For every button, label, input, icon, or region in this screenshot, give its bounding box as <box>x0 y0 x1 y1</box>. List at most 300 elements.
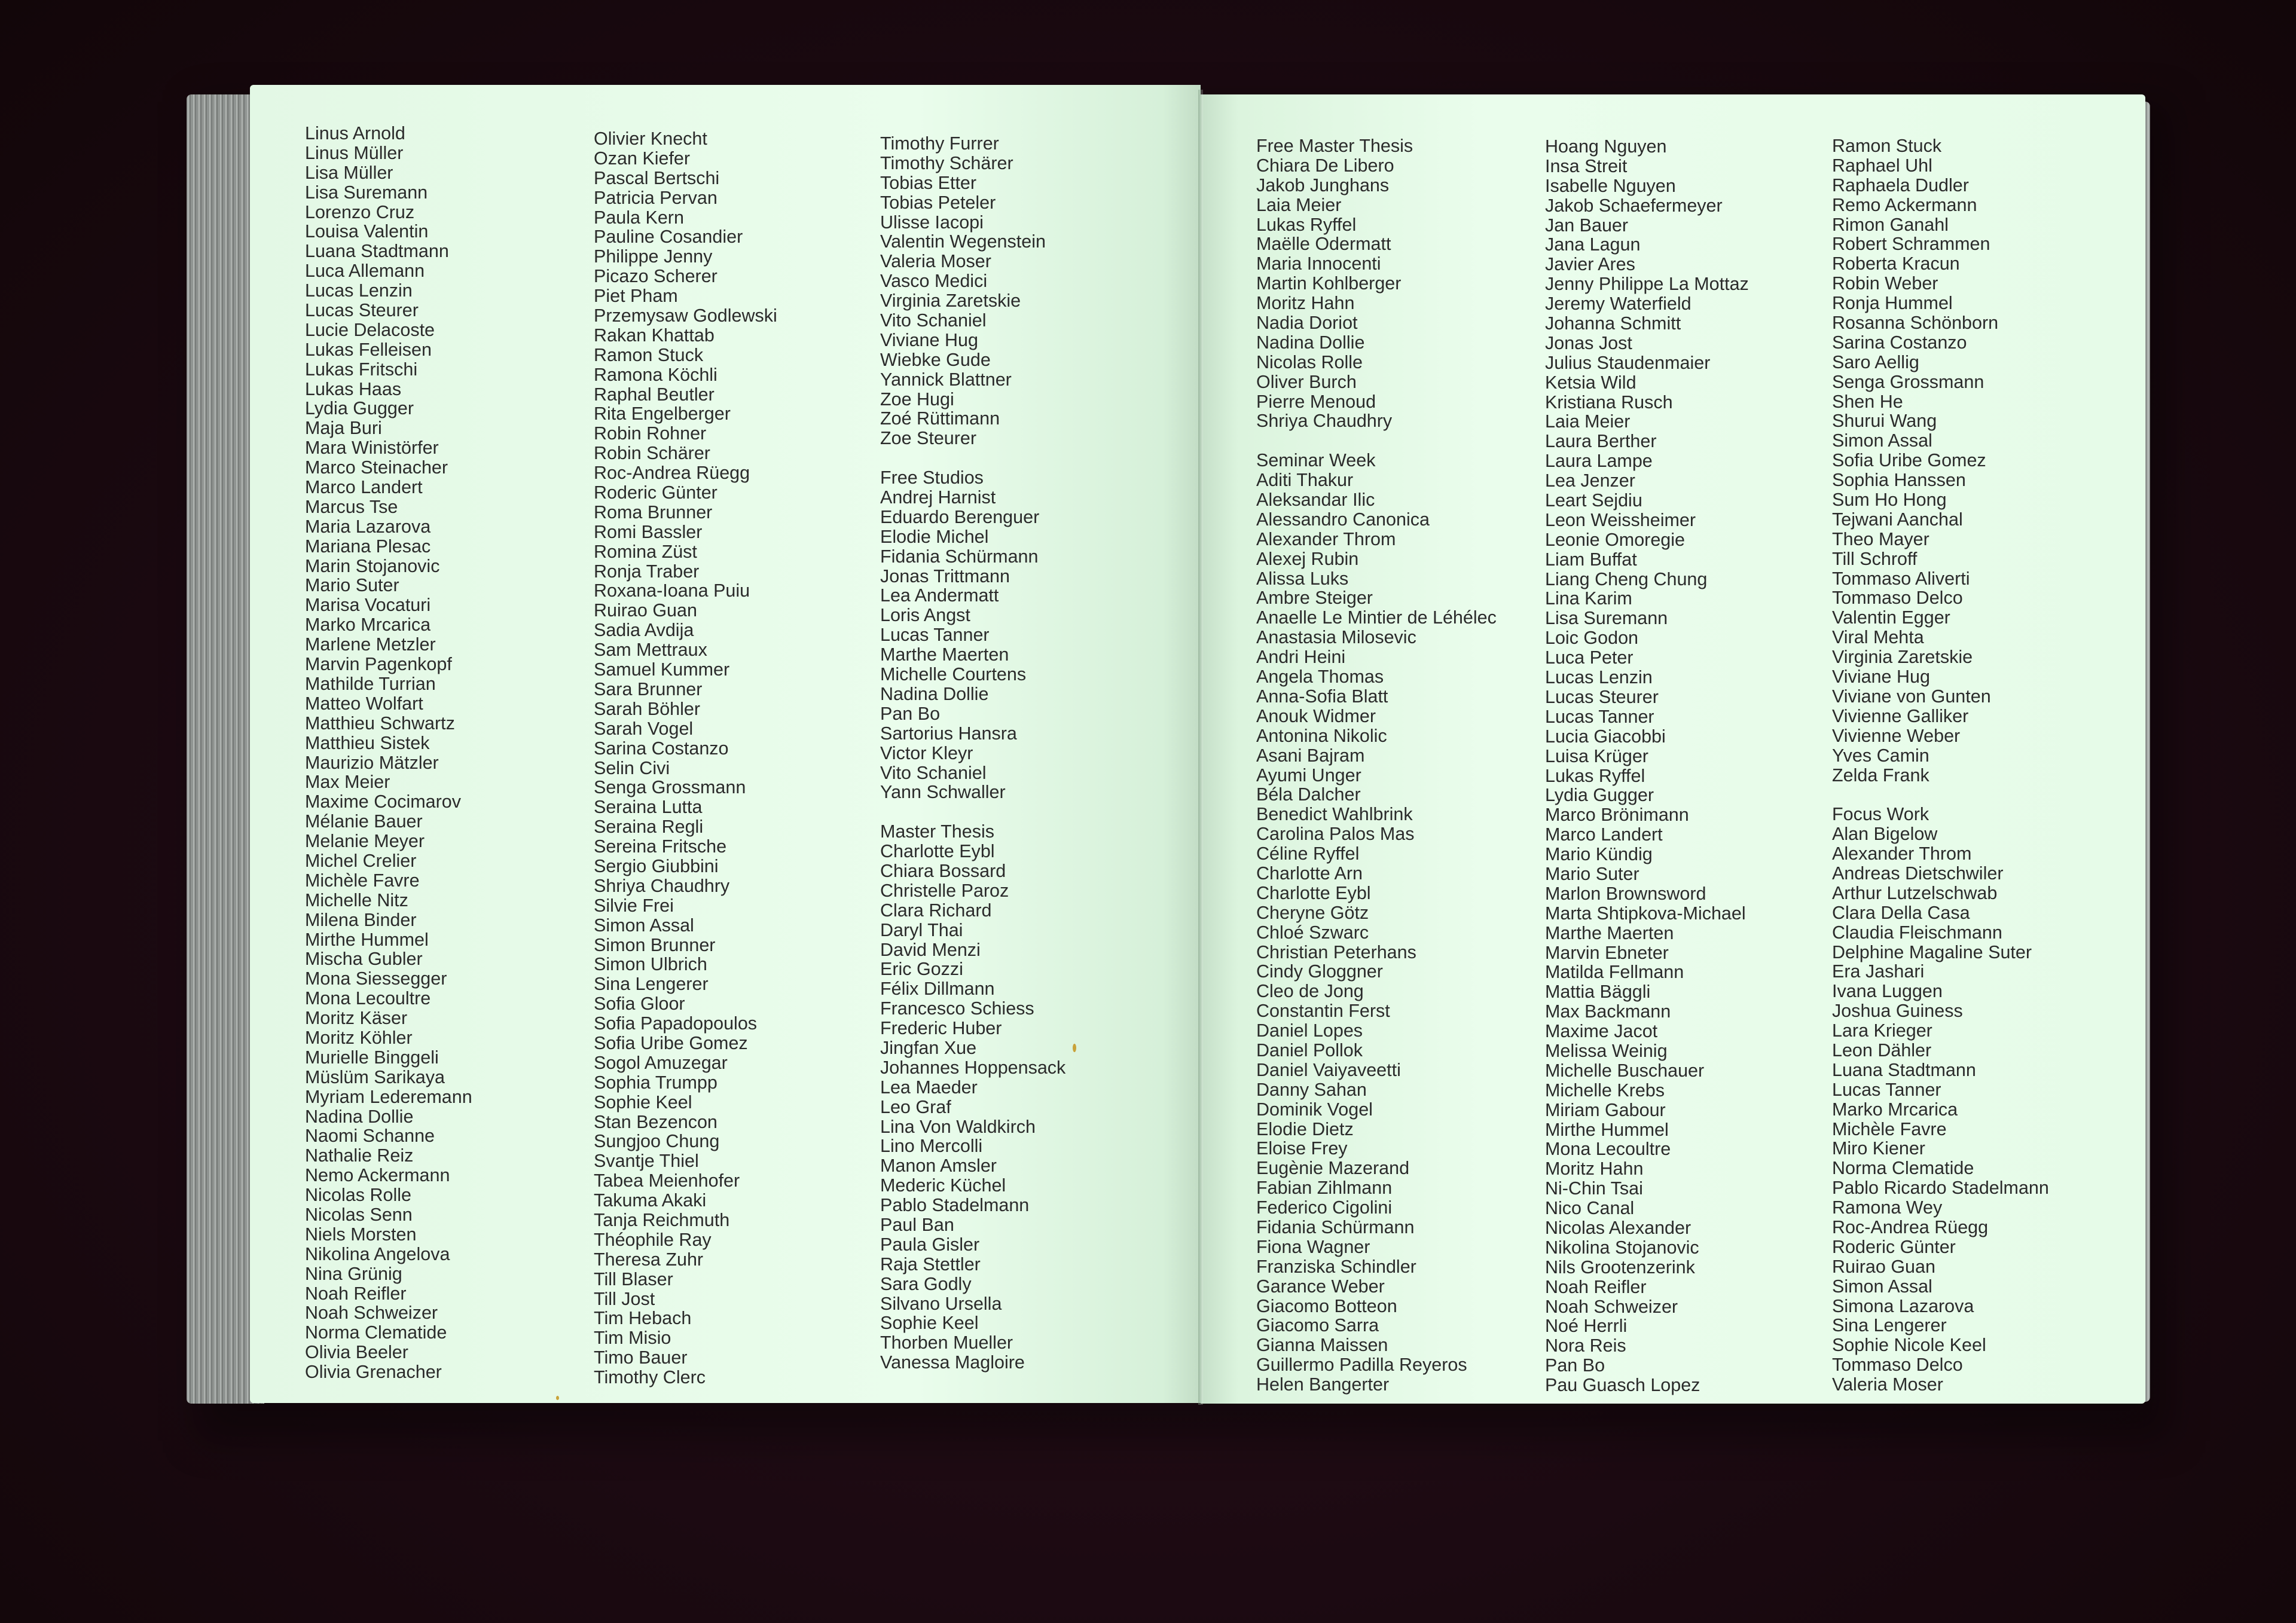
name-entry: Lukas Felleisen <box>305 339 432 360</box>
name-entry: Loris Angst <box>880 605 970 626</box>
name-entry: Maria Innocenti <box>1256 253 1381 274</box>
name-entry: Louisa Valentin <box>305 221 429 242</box>
name-entry: Lucas Steurer <box>1545 686 1659 707</box>
name-entry: Wiebke Gude <box>880 349 991 370</box>
name-entry: Jakob Schaefermeyer <box>1545 195 1723 216</box>
name-entry: Selin Civi <box>594 757 670 778</box>
name-entry: Maurizio Mätzler <box>305 752 439 773</box>
name-entry: Jakob Junghans <box>1256 175 1390 195</box>
section-heading: Focus Work <box>1832 804 1929 825</box>
name-entry: Robin Schärer <box>594 443 710 464</box>
paper-speck <box>556 1396 559 1400</box>
name-entry: Nemo Ackermann <box>305 1165 450 1186</box>
name-entry: Daniel Vaiyaveetti <box>1256 1059 1401 1080</box>
name-entry: Fidania Schürmann <box>880 546 1039 567</box>
name-entry: Vivienne Galliker <box>1832 705 1969 726</box>
name-entry: Rosanna Schönborn <box>1832 313 1999 334</box>
name-entry: Mona Siessegger <box>305 968 447 989</box>
name-entry: Marco Brönimann <box>1545 805 1689 826</box>
name-entry: Jingfan Xue <box>880 1037 977 1058</box>
name-entry: Lucie Delacoste <box>305 319 435 340</box>
name-entry: Paula Gisler <box>880 1234 980 1255</box>
name-entry: Charlotte Arn <box>1256 863 1363 884</box>
name-entry: Jeremy Waterfield <box>1545 294 1692 314</box>
name-entry: Lucas Lenzin <box>305 280 413 301</box>
name-entry: Andrej Harnist <box>880 487 996 508</box>
name-entry: Sadia Avdija <box>594 620 694 641</box>
name-entry: Chiara De Libero <box>1256 155 1394 176</box>
name-entry: Luana Stadtmann <box>305 241 449 262</box>
name-entry: Laura Lampe <box>1545 451 1653 472</box>
name-entry: Lara Krieger <box>1832 1020 1932 1041</box>
name-entry: Roma Brunner <box>594 502 713 522</box>
name-entry: Simona Lazarova <box>1832 1295 1974 1316</box>
name-entry: Daryl Thai <box>880 919 963 940</box>
name-entry: Guillermo Padilla Reyeros <box>1256 1355 1467 1376</box>
name-entry: Yves Camin <box>1832 745 1929 766</box>
name-entry: Michel Crelier <box>305 850 417 871</box>
name-entry: Federico Cigolini <box>1256 1197 1393 1218</box>
name-entry: Paul Ban <box>880 1214 954 1235</box>
name-entry: Mario Suter <box>1545 863 1639 884</box>
name-entry: Jan Bauer <box>1545 215 1629 236</box>
name-entry: Félix Dillmann <box>880 979 995 1000</box>
name-entry: Valeria Moser <box>880 251 991 272</box>
name-entry: Senga Grossmann <box>594 777 746 798</box>
name-entry: Marco Landert <box>305 477 423 498</box>
name-entry: Joshua Guiness <box>1832 1001 1963 1022</box>
name-entry: Nikolina Angelova <box>305 1243 450 1264</box>
name-entry: Linus Müller <box>305 142 404 163</box>
name-entry: Nadina Dollie <box>305 1106 414 1127</box>
name-entry: Vito Schaniel <box>880 762 987 783</box>
name-column-3 <box>880 134 1065 1373</box>
name-entry: Roderic Günter <box>1832 1236 1956 1257</box>
name-entry: Michèle Favre <box>305 870 420 891</box>
name-entry: Céline Ryffel <box>1256 843 1360 864</box>
name-entry: Tobias Peteler <box>880 192 996 213</box>
name-entry: Leonie Omoregie <box>1545 529 1685 550</box>
name-entry: Murielle Binggeli <box>305 1047 439 1068</box>
name-entry: Pauline Cosandier <box>594 227 743 247</box>
name-entry: Myriam Lederemann <box>305 1086 472 1107</box>
name-entry: Garance Weber <box>1256 1276 1385 1297</box>
name-entry: Patricia Pervan <box>594 187 718 208</box>
name-entry: Ramona Köchli <box>594 364 718 385</box>
name-entry: Jana Lagun <box>1545 234 1641 255</box>
name-entry: Mario Kündig <box>1545 844 1653 865</box>
name-entry: Noah Schweizer <box>305 1303 438 1324</box>
name-entry: Maria Lazarova <box>305 516 431 537</box>
name-entry: Matthieu Schwartz <box>305 713 455 733</box>
name-entry: Nicolas Senn <box>305 1204 413 1225</box>
name-entry: Béla Dalcher <box>1256 784 1361 805</box>
name-entry: Moritz Hahn <box>1256 293 1355 314</box>
name-entry: Sarah Vogel <box>594 718 694 739</box>
name-entry: Ketsia Wild <box>1545 372 1636 393</box>
name-entry: Pablo Ricardo Stadelmann <box>1832 1178 2049 1199</box>
name-entry: Alan Bigelow <box>1832 824 1938 845</box>
name-entry: Nils Grootenzerink <box>1545 1257 1695 1277</box>
name-entry: Pablo Stadelmann <box>880 1195 1030 1216</box>
name-entry: Mona Lecoultre <box>305 988 431 1009</box>
name-entry: Ulisse Iacopi <box>880 212 984 233</box>
name-entry: Fidania Schürmann <box>1256 1217 1415 1237</box>
name-entry: Melissa Weinig <box>1545 1040 1668 1061</box>
name-entry: Lydia Gugger <box>305 398 414 419</box>
name-entry: Ambre Steiger <box>1256 588 1373 609</box>
name-entry: Senga Grossmann <box>1832 371 1984 392</box>
name-entry: Christelle Paroz <box>880 880 1009 901</box>
name-entry: Liang Cheng Chung <box>1545 568 1708 589</box>
name-entry: Lukas Ryffel <box>1545 765 1645 786</box>
name-entry: Frederic Huber <box>880 1018 1002 1039</box>
name-entry: Leon Dähler <box>1832 1040 1932 1060</box>
name-entry: Simon Assal <box>594 915 694 936</box>
name-entry: Theo Mayer <box>1832 528 1929 549</box>
name-entry: Simon Ulbrich <box>594 954 707 975</box>
name-entry: Antonina Nikolic <box>1256 725 1387 746</box>
name-entry: Jonas Jost <box>1545 332 1632 353</box>
name-entry: Mirthe Hummel <box>1545 1119 1669 1140</box>
name-entry: Helen Bangerter <box>1256 1374 1390 1395</box>
name-entry: Svantje Thiel <box>594 1151 699 1172</box>
name-entry: Lucia Giacobbi <box>1545 726 1666 747</box>
name-entry: Anna-Sofia Blatt <box>1256 686 1388 707</box>
name-entry: Clara Della Casa <box>1832 902 1970 923</box>
name-entry: Timothy Schärer <box>880 152 1013 173</box>
name-entry: Tejwani Aanchal <box>1832 509 1963 530</box>
name-entry: Lukas Ryffel <box>1256 214 1357 235</box>
name-entry: Leon Weissheimer <box>1545 509 1696 530</box>
name-entry: Cindy Gloggner <box>1256 961 1383 982</box>
name-entry: Sergio Giubbini <box>594 855 719 876</box>
section-gap <box>880 448 1065 468</box>
name-entry: Norma Clematide <box>305 1322 447 1343</box>
name-entry: Vito Schaniel <box>880 310 987 331</box>
name-entry: Luisa Krüger <box>1545 745 1648 766</box>
name-entry: Samuel Kummer <box>594 659 730 680</box>
name-entry: Sam Mettraux <box>594 640 707 661</box>
name-entry: Ni-Chin Tsai <box>1545 1178 1643 1199</box>
name-entry: Linus Arnold <box>305 123 405 143</box>
name-entry: Marthe Maerten <box>1545 922 1674 943</box>
name-entry: Leart Sejdiu <box>1545 490 1642 511</box>
name-entry: Thorben Mueller <box>880 1332 1013 1353</box>
name-entry: Shurui Wang <box>1832 411 1937 432</box>
name-entry: Ruirao Guan <box>1832 1256 1935 1277</box>
name-entry: Martin Kohlberger <box>1256 273 1402 294</box>
name-entry: Sarina Costanzo <box>594 738 729 759</box>
name-entry: Roberta Kracun <box>1832 253 1960 274</box>
name-entry: Tim Hebach <box>594 1308 692 1329</box>
name-entry: Nico Canal <box>1545 1198 1635 1219</box>
name-entry: Javier Ares <box>1545 254 1635 275</box>
name-entry: Maja Buri <box>305 418 382 439</box>
name-entry: Nathalie Reiz <box>305 1145 414 1166</box>
name-entry: Giacomo Botteon <box>1256 1295 1397 1316</box>
name-entry: Roderic Günter <box>594 482 718 503</box>
name-entry: Noah Reifler <box>305 1283 407 1304</box>
name-entry: Pan Bo <box>1545 1355 1605 1376</box>
name-entry: Paula Kern <box>594 207 684 228</box>
name-entry: Claudia Fleischmann <box>1832 922 2002 943</box>
name-entry: Sina Lengerer <box>1832 1315 1947 1336</box>
name-entry: Ramon Stuck <box>1832 136 1942 156</box>
name-entry: Alissa Luks <box>1256 568 1349 589</box>
name-entry: Viviane von Gunten <box>1832 686 1991 707</box>
name-entry: Ronja Hummel <box>1832 293 1953 314</box>
name-entry: Julius Staudenmaier <box>1545 352 1711 373</box>
name-entry: Timothy Clerc <box>594 1367 706 1388</box>
name-entry: Sartorius Hansra <box>880 723 1017 744</box>
name-entry: Sofia Gloor <box>594 994 685 1014</box>
name-entry: Fabian Zihlmann <box>1256 1178 1393 1199</box>
name-entry: Mariana Plesac <box>305 536 431 557</box>
name-column-1 <box>305 124 472 1382</box>
name-entry: Marco Steinacher <box>305 457 448 478</box>
name-entry: Alexander Throm <box>1832 843 1972 864</box>
name-entry: Ronja Traber <box>594 561 700 582</box>
name-entry: Moritz Köhler <box>305 1027 413 1048</box>
name-entry: Ayumi Unger <box>1256 765 1361 785</box>
name-entry: Shriya Chaudhry <box>1256 411 1393 432</box>
name-entry: Valeria Moser <box>1832 1374 1943 1395</box>
name-entry: Olivia Grenacher <box>305 1362 442 1383</box>
name-entry: Raphael Uhl <box>1832 155 1932 176</box>
section-heading: Free Master Thesis <box>1256 136 1413 156</box>
paper-speck <box>1073 1044 1076 1052</box>
name-entry: Roc-Andrea Rüegg <box>1832 1217 1989 1237</box>
name-entry: Mischa Gubler <box>305 949 423 970</box>
name-entry: Lorenzo Cruz <box>305 201 415 222</box>
name-entry: Aleksandar Ilic <box>1256 490 1375 511</box>
name-entry: Michelle Buschauer <box>1545 1060 1705 1081</box>
name-entry: Niels Morsten <box>305 1224 417 1245</box>
name-entry: Lukas Haas <box>305 378 402 399</box>
name-entry: Pascal Bertschi <box>594 167 720 188</box>
section-heading: Master Thesis <box>880 821 994 842</box>
name-entry: Jenny Philippe La Mottaz <box>1545 274 1749 295</box>
name-entry: Marvin Pagenkopf <box>305 654 452 675</box>
name-entry: Raphaela Dudler <box>1832 175 1969 195</box>
name-entry: Lucas Tanner <box>1545 706 1654 727</box>
name-entry: Picazo Scherer <box>594 266 718 287</box>
name-entry: Maxime Jacot <box>1545 1021 1658 1042</box>
name-entry: Yannick Blattner <box>880 369 1012 390</box>
name-entry: Alessandro Canonica <box>1256 509 1430 530</box>
name-entry: Elodie Dietz <box>1256 1118 1354 1139</box>
name-entry: Pau Guasch Lopez <box>1545 1375 1700 1396</box>
name-entry: Roxana-Ioana Puiu <box>594 580 750 601</box>
name-entry: Nikolina Stojanovic <box>1545 1237 1699 1258</box>
name-entry: Liam Buffat <box>1545 549 1637 570</box>
name-entry: Rakan Khattab <box>594 325 715 346</box>
name-entry: Mattia Bäggli <box>1545 982 1651 1002</box>
name-entry: Miriam Gabour <box>1545 1099 1666 1120</box>
name-entry: Benedict Wahlbrink <box>1256 804 1413 825</box>
name-entry: Lisa Müller <box>305 162 393 183</box>
name-entry: Alexej Rubin <box>1256 548 1359 569</box>
name-entry: Ruirao Guan <box>594 600 697 621</box>
name-entry: Delphine Magaline Suter <box>1832 942 2032 962</box>
name-entry: Sophie Keel <box>594 1092 692 1112</box>
name-entry: Timothy Furrer <box>880 133 999 154</box>
name-entry: Matteo Wolfart <box>305 693 423 714</box>
name-entry: Lukas Fritschi <box>305 359 418 380</box>
name-entry: Simon Assal <box>1832 1276 1932 1297</box>
name-entry: Tommaso Delco <box>1832 1355 1963 1376</box>
name-entry: Noah Schweizer <box>1545 1296 1678 1317</box>
name-entry: Laura Berther <box>1545 431 1657 452</box>
name-entry: Daniel Pollok <box>1256 1040 1363 1060</box>
name-entry: Remo Ackermann <box>1832 194 1977 215</box>
name-entry: Vasco Medici <box>880 271 988 292</box>
name-entry: Matthieu Sistek <box>305 732 430 753</box>
name-entry: Michelle Krebs <box>1545 1080 1665 1101</box>
name-entry: Mirthe Hummel <box>305 929 429 950</box>
name-entry: Sogol Amuzegar <box>594 1052 728 1073</box>
name-entry: Naomi Schanne <box>305 1126 435 1147</box>
name-entry: Zoe Hugi <box>880 389 954 409</box>
name-entry: Laia Meier <box>1256 194 1342 215</box>
name-entry: Sophie Keel <box>880 1313 979 1334</box>
section-heading: Free Studios <box>880 467 984 488</box>
name-entry: Zelda Frank <box>1832 765 1929 785</box>
name-entry: Lucas Tanner <box>1832 1079 1941 1100</box>
name-entry: Oliver Burch <box>1256 371 1357 392</box>
name-entry: Carolina Palos Mas <box>1256 824 1415 845</box>
name-entry: Zoe Steurer <box>880 428 977 449</box>
name-entry: Yann Schwaller <box>880 782 1006 803</box>
name-entry: Tommaso Aliverti <box>1832 568 1970 589</box>
name-entry: Luca Allemann <box>305 261 425 282</box>
name-entry: Robert Schrammen <box>1832 234 1990 255</box>
name-entry: Silvie Frei <box>594 895 674 916</box>
name-entry: Valentin Egger <box>1832 607 1950 628</box>
name-entry: Marko Mrcarica <box>305 615 431 635</box>
name-entry: Michelle Courtens <box>880 664 1027 685</box>
name-entry: Lucas Lenzin <box>1545 667 1653 688</box>
name-entry: Isabelle Nguyen <box>1545 175 1676 196</box>
name-entry: Chloé Szwarc <box>1256 922 1369 943</box>
name-entry: Noah Reifler <box>1545 1276 1647 1297</box>
name-entry: Anastasia Milosevic <box>1256 627 1416 648</box>
name-entry: Mona Lecoultre <box>1545 1139 1671 1160</box>
name-entry: Gianna Maissen <box>1256 1335 1388 1356</box>
name-entry: Lino Mercolli <box>880 1136 983 1157</box>
name-entry: Fiona Wagner <box>1256 1236 1370 1257</box>
name-entry: Romina Züst <box>594 541 697 562</box>
name-entry: Piet Pham <box>594 286 678 307</box>
name-entry: Shen He <box>1832 391 1903 412</box>
name-entry: Viral Mehta <box>1832 627 1924 648</box>
name-entry: Chiara Bossard <box>880 860 1006 881</box>
name-entry: Moritz Hahn <box>1545 1159 1644 1179</box>
name-entry: Franziska Schindler <box>1256 1256 1416 1277</box>
name-entry: Eloise Frey <box>1256 1138 1348 1159</box>
name-entry: Romi Bassler <box>594 521 703 542</box>
name-entry: Virginia Zaretskie <box>880 291 1021 311</box>
name-entry: Matilda Fellmann <box>1545 962 1684 983</box>
name-entry: Tommaso Delco <box>1832 588 1963 609</box>
name-entry: Przemysaw Godlewski <box>594 305 777 326</box>
name-entry: Theresa Zuhr <box>594 1249 704 1270</box>
section-gap <box>1832 785 2049 805</box>
name-entry: Olivier Knecht <box>594 129 707 149</box>
name-entry: Shriya Chaudhry <box>594 875 730 896</box>
name-entry: Marin Stojanovic <box>305 555 440 576</box>
name-entry: Viviane Hug <box>1832 667 1930 687</box>
name-entry: Sophie Nicole Keel <box>1832 1335 1986 1356</box>
name-entry: Lea Jenzer <box>1545 470 1635 491</box>
name-entry: Kristiana Rusch <box>1545 392 1673 412</box>
name-entry: Miro Kiener <box>1832 1138 1925 1159</box>
name-entry: Ivana Luggen <box>1832 981 1943 1002</box>
name-entry: Cleo de Jong <box>1256 981 1364 1002</box>
name-entry: Tanja Reichmuth <box>594 1209 730 1230</box>
name-entry: Stan Bezencon <box>594 1111 718 1132</box>
name-entry: Nicolas Alexander <box>1545 1217 1692 1238</box>
name-entry: Victor Kleyr <box>880 742 973 763</box>
name-entry: Olivia Beeler <box>305 1342 408 1363</box>
name-entry: Simon Brunner <box>594 934 716 955</box>
name-entry: Rita Engelberger <box>594 404 731 424</box>
name-entry: Marcus Tse <box>305 496 398 517</box>
name-entry: Valentin Wegenstein <box>880 231 1046 252</box>
name-entry: Angela Thomas <box>1256 667 1384 687</box>
name-entry: Nadina Dollie <box>1256 332 1365 353</box>
name-entry: Elodie Michel <box>880 526 989 547</box>
name-entry: Nadia Doriot <box>1256 313 1358 334</box>
name-entry: Marisa Vocaturi <box>305 595 431 616</box>
book-gutter <box>1198 90 1203 1405</box>
name-entry: Sungjoo Chung <box>594 1131 720 1152</box>
name-entry: Rimon Ganahl <box>1832 214 1949 235</box>
name-entry: Zoé Rüttimann <box>880 408 1000 429</box>
name-entry: Norma Clematide <box>1832 1158 1974 1179</box>
name-entry: Robin Rohner <box>594 423 707 444</box>
name-entry: Lina Karim <box>1545 588 1632 609</box>
name-entry: Sofia Uribe Gomez <box>1832 450 1986 471</box>
name-entry: Simon Assal <box>1832 430 1932 451</box>
name-entry: Maxime Cocimarov <box>305 791 461 812</box>
name-entry: Sophia Trumpp <box>594 1072 718 1093</box>
name-entry: Nicolas Rolle <box>1256 352 1363 372</box>
name-entry: Danny Sahan <box>1256 1079 1367 1100</box>
name-entry: Luca Peter <box>1545 647 1634 668</box>
name-entry: Mélanie Bauer <box>305 811 423 832</box>
name-entry: Andreas Dietschwiler <box>1832 863 2004 884</box>
name-entry: Charlotte Eybl <box>880 841 995 862</box>
name-entry: Pierre Menoud <box>1256 391 1376 412</box>
name-entry: Timo Bauer <box>594 1347 688 1368</box>
name-entry: Laia Meier <box>1545 411 1631 432</box>
name-entry: Lina Von Waldkirch <box>880 1116 1036 1137</box>
name-entry: Arthur Lutzelschwab <box>1832 882 1998 903</box>
name-entry: Seraina Lutta <box>594 797 703 818</box>
name-entry: Christian Peterhans <box>1256 942 1416 962</box>
name-entry: Charlotte Eybl <box>1256 882 1371 903</box>
name-entry: Sina Lengerer <box>594 974 709 995</box>
name-entry: Nicolas Rolle <box>305 1185 411 1206</box>
name-entry: Eric Gozzi <box>880 959 963 980</box>
name-entry: Lea Andermatt <box>880 585 999 606</box>
name-entry: Melanie Meyer <box>305 831 425 852</box>
name-entry: Lucas Tanner <box>880 625 990 646</box>
name-entry: Silvano Ursella <box>880 1293 1002 1314</box>
name-entry: Moritz Käser <box>305 1008 408 1029</box>
